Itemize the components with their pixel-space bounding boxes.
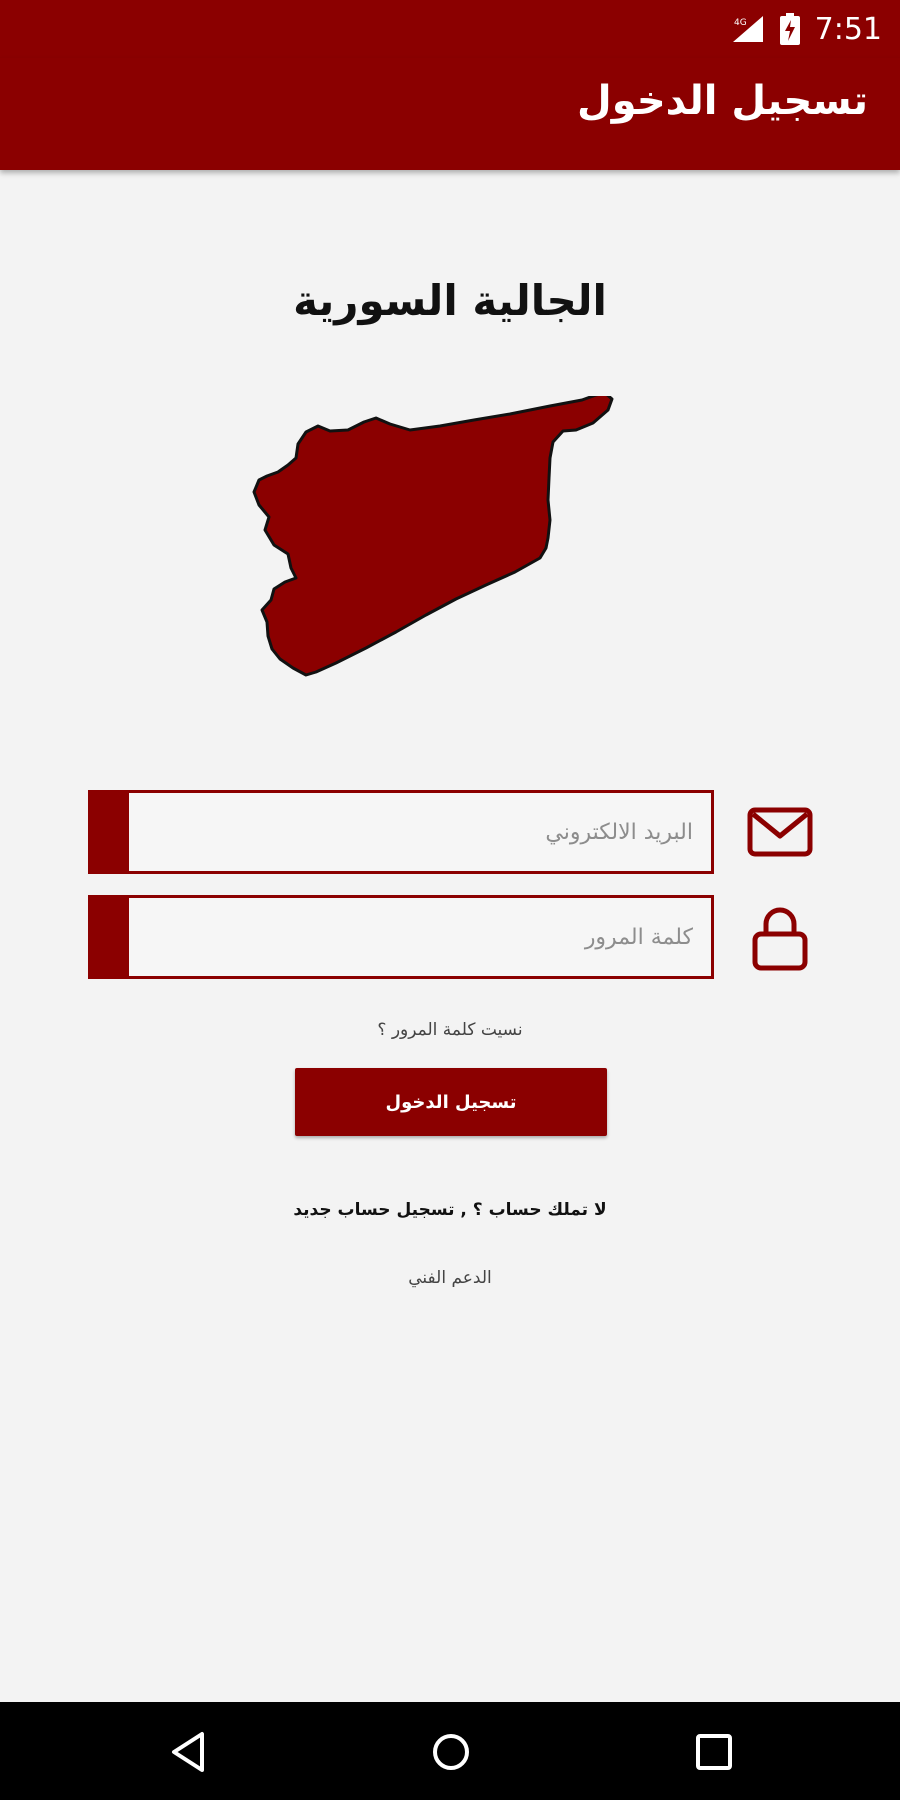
- battery-charging-icon: [779, 13, 801, 45]
- mail-icon: [744, 796, 816, 868]
- status-icons: [731, 10, 882, 48]
- recent-apps-icon[interactable]: [690, 1728, 738, 1776]
- login-button[interactable]: تسجيل الدخول: [295, 1068, 607, 1136]
- home-icon[interactable]: [427, 1728, 475, 1776]
- signal-icon: [731, 14, 765, 44]
- network-type-label: 4G: [733, 18, 747, 28]
- email-field[interactable]: [88, 790, 714, 874]
- navigation-bar: [0, 1702, 900, 1800]
- lock-icon: [744, 902, 816, 974]
- support-link[interactable]: الدعم الفني: [408, 1268, 492, 1288]
- password-input[interactable]: [133, 898, 711, 976]
- status-time: 7:51: [814, 11, 882, 47]
- app-bar-title: تسجيل الدخول: [577, 78, 868, 124]
- page-title: الجالية السورية: [293, 276, 607, 325]
- status-bar: [0, 0, 900, 58]
- email-field-accent: [91, 793, 129, 871]
- password-field[interactable]: [88, 895, 714, 979]
- syria-map-icon: [248, 396, 656, 706]
- register-link[interactable]: لا تملك حساب ؟ , تسجيل حساب جديد: [293, 1200, 607, 1220]
- email-input[interactable]: [133, 793, 711, 871]
- password-field-accent: [91, 898, 129, 976]
- back-icon[interactable]: [166, 1728, 214, 1776]
- app-bar: [0, 58, 900, 170]
- forgot-password-link[interactable]: نسيت كلمة المرور ؟: [377, 1020, 523, 1040]
